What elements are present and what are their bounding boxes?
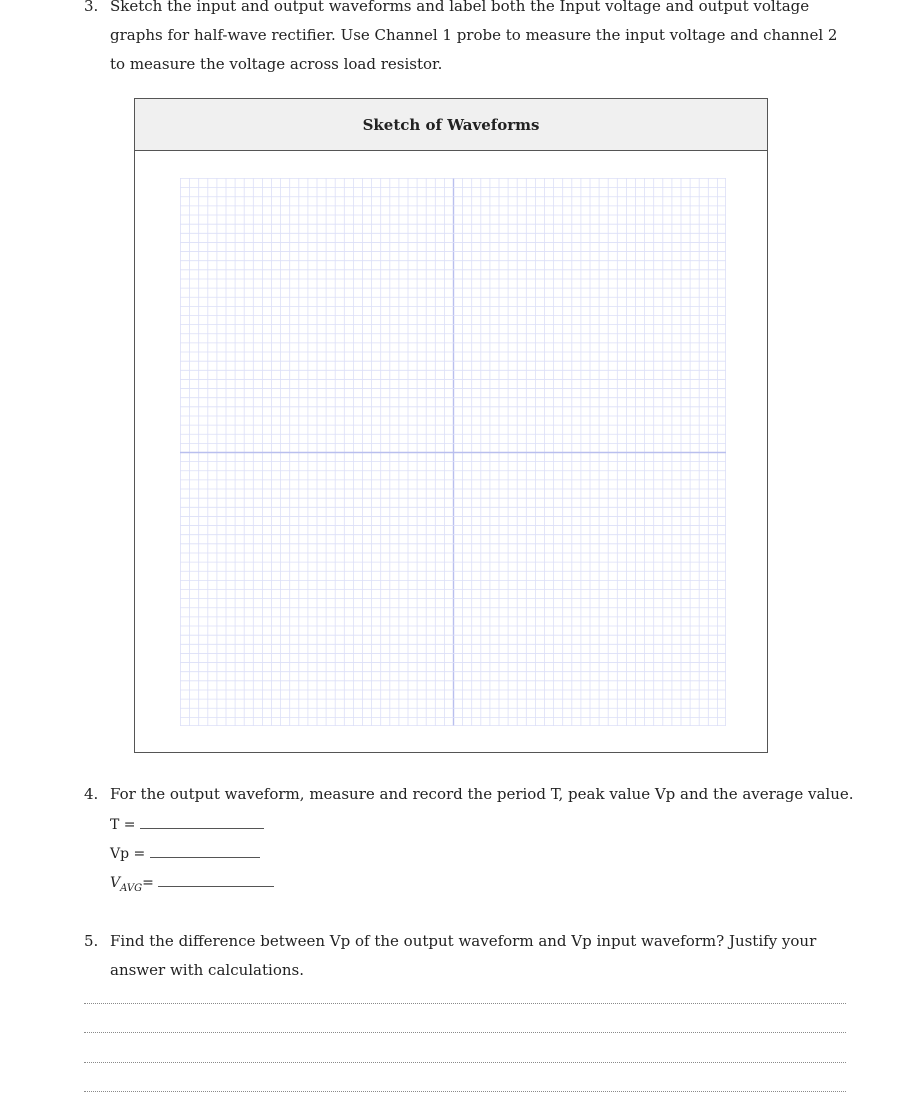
- peak-value-label: Vp =: [110, 846, 146, 862]
- question-4-text: For the output waveform, measure and record the period T, peak value Vp and the average value.: [110, 785, 854, 803]
- answer-line[interactable]: [84, 1003, 846, 1004]
- question-3-text: Sketch the input and output waveforms and label both the Input voltage and output voltage graphs for half-wave rectifier. Use Channel 1 probe to measure the input voltage and channel 2 to measure the voltage across load resistor.: [110, 0, 838, 73]
- question-5-text: Find the difference between Vp of the output waveform and Vp input waveform? Justify your answer with calculations.: [110, 932, 817, 979]
- average-value-label-main: V: [110, 875, 121, 891]
- question-4-number: 4.: [84, 785, 99, 803]
- period-label: T =: [110, 817, 136, 833]
- average-value-blank[interactable]: [158, 876, 274, 887]
- answer-line[interactable]: [84, 1062, 846, 1063]
- average-value-label: [110, 875, 143, 894]
- sketch-title: Sketch of Waveforms: [135, 99, 767, 151]
- peak-value-blank[interactable]: [150, 847, 260, 858]
- period-blank[interactable]: [140, 818, 264, 829]
- answer-line[interactable]: [84, 1032, 846, 1033]
- sketch-box: [134, 98, 768, 753]
- answer-line[interactable]: [84, 1091, 846, 1092]
- peak-value-field: [110, 845, 260, 863]
- average-value-label-sub: AVG: [120, 882, 143, 894]
- average-value-equals: =: [142, 875, 154, 891]
- question-3-number: 3.: [84, 0, 99, 15]
- graph-paper-grid[interactable]: [180, 178, 726, 726]
- question-5-number: 5.: [84, 932, 99, 950]
- average-value-field: [110, 874, 274, 898]
- period-field: [110, 816, 264, 834]
